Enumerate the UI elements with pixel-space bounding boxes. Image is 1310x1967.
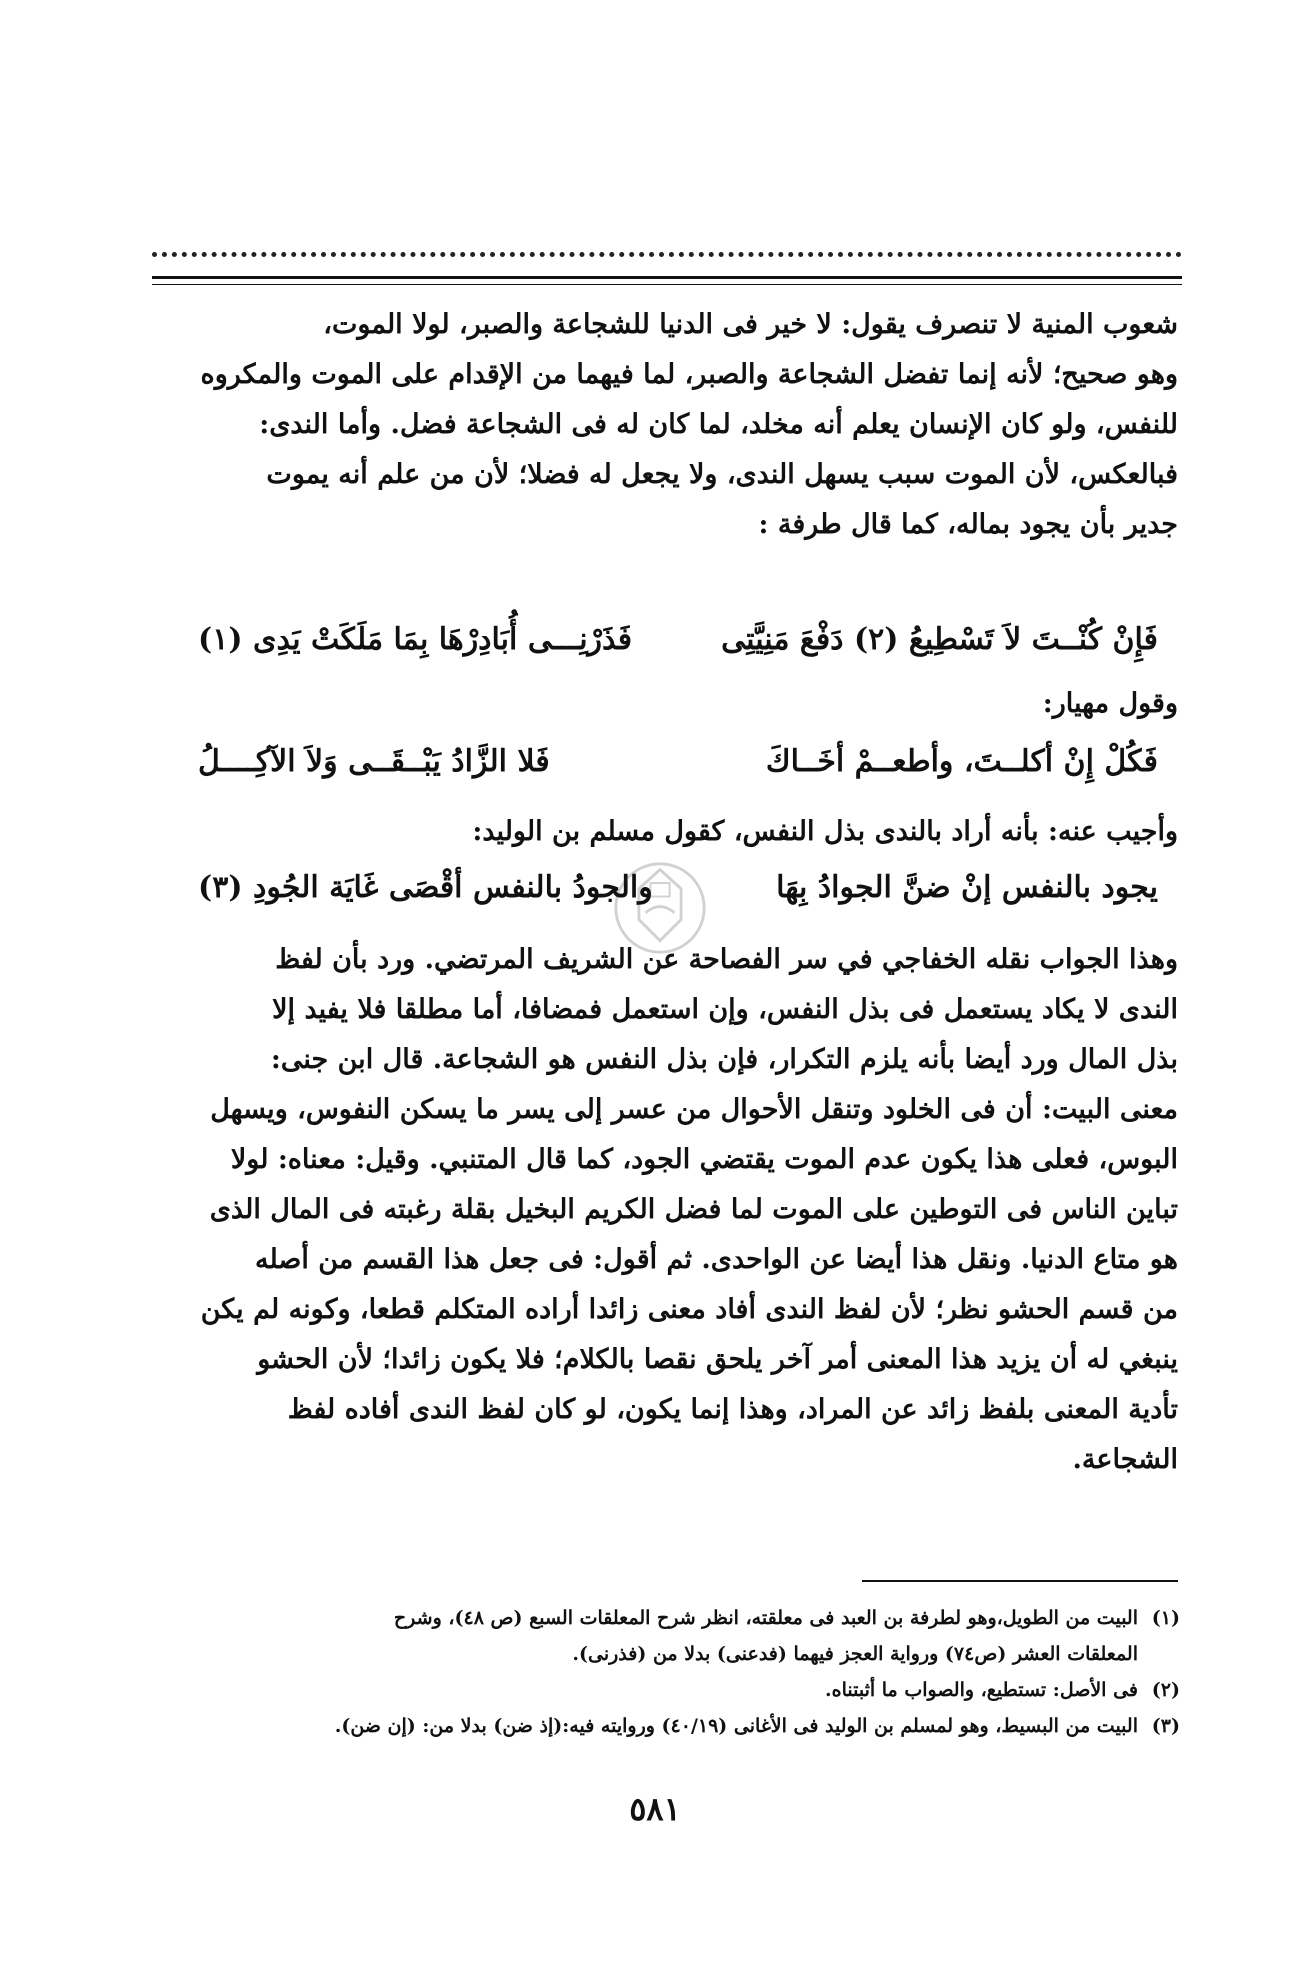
footnotes (158, 1600, 1180, 1744)
text-line: هو متاع الدنيا. ونقل هذا أيضا عن الواحدى. ثم أقول: فى جعل هذا القسم من أصله (255, 1244, 1178, 1275)
verse-second-hemistich: فَلا الزَّادُ يَبْــقَــى وَلاَ الآكِــــلُ (198, 744, 550, 779)
verse-second-hemistich: فَذَرْنِـــى أُبَادِرْهَا بِمَا مَلَكَتْ يَدِى (١) (198, 622, 633, 657)
footnote-text: فى الأصل: تستطيع، والصواب ما أثبتناه. (825, 1679, 1138, 1701)
page-number: ٥٨١ (629, 1790, 681, 1828)
footnote-text: البيت من الطويل،وهو لطرفة بن العبد فى معلقته، انظر شرح المعلقات السبع (ص ٤٨)، وشرح (393, 1607, 1138, 1629)
footnote (158, 1600, 1180, 1636)
verse-first-hemistich: فَإِنْ كُنْــتَ لاَ تَسْطِيعُ (٢) دَفْعَ مَنِيَّتِى (721, 622, 1158, 657)
header-rule-thick (152, 276, 1182, 279)
text-line: وهو صحيح؛ لأنه إنما تفضل الشجاعة والصبر، لما فيهما من الإقدام على الموت والمكروه (200, 359, 1178, 390)
footnote (158, 1708, 1180, 1744)
text-line: ينبغي له أن يزيد هذا المعنى أمر آخر يلحق نقصا بالكلام؛ فلا يكون زائدا؛ لأن الحشو (257, 1344, 1178, 1375)
verse-second-hemistich: والجودُ بالنفس أقْصَى غَايَة الجُودِ (٣) (198, 870, 653, 905)
paragraph-2 (158, 935, 1178, 1485)
footnote-text: المعلقات العشر (ص٧٤) ورواية العجز فيهما (فدعنى) بدلا من (فذرنى). (572, 1643, 1138, 1665)
verse-first-hemistich: فَكُلْ إِنْ أكلــتَ، وأطعــمْ أخَــاكَ (765, 744, 1158, 779)
footnote-text: البيت من البسيط، وهو لمسلم بن الوليد فى الأغانى (٤٠/١٩) وروايته فيه:(إذ ضن) بدلا من: (إن ضن). (334, 1715, 1138, 1737)
verse-intro-mihyar: وقول مهيار: (1042, 688, 1178, 719)
text-line: تباين الناس فى التوطين على الموت لما فضل الكريم البخيل بقلة رغبته فى المال الذى (209, 1194, 1178, 1225)
footnote-number: (٣) (1151, 1715, 1180, 1737)
text-line: للنفس، ولو كان الإنسان يعلم أنه مخلد، لما كان له فى الشجاعة فضل. وأما الندى: (259, 409, 1178, 440)
verse-intro-muslim: وأجيب عنه: بأنه أراد بالندى بذل النفس، كقول مسلم بن الوليد: (472, 816, 1178, 847)
verse-first-hemistich: يجود بالنفس إنْ ضنَّ الجوادُ بِهَا (776, 870, 1158, 905)
text-line: من قسم الحشو نظر؛ لأن لفظ الندى أفاد معنى زائدا أراده المتكلم قطعا، وكونه لم يكن (200, 1294, 1178, 1325)
paragraph-1 (158, 300, 1178, 550)
verse-tarafa (158, 610, 1178, 670)
text-line: بذل المال ورد أيضا بأنه يلزم التكرار، فإن بذل النفس هو الشجاعة. قال ابن جنى: (270, 1044, 1178, 1075)
text-line: البوس، فعلى هذا يكون عدم الموت يقتضي الجود، كما قال المتنبي. وقيل: معناه: لولا (230, 1144, 1178, 1175)
text-line: وهذا الجواب نقله الخفاجي في سر الفصاحة عن الشريف المرتضي. ورد بأن لفظ (275, 944, 1178, 975)
footnote (158, 1672, 1180, 1708)
text-line: معنى البيت: أن فى الخلود وتنقل الأحوال من عسر إلى يسر ما يسكن النفوس، ويسهل (210, 1094, 1178, 1125)
footnote-number: (١) (1151, 1607, 1180, 1629)
text-line: شعوب المنية لا تنصرف يقول: لا خير فى الدنيا للشجاعة والصبر، لولا الموت، (323, 309, 1178, 340)
text-line: الندى لا يكاد يستعمل فى بذل النفس، وإن استعمل فمضافا، أما مطلقا فلا يفيد إلا (272, 994, 1178, 1025)
text-line: فبالعكس، لأن الموت سبب يسهل الندى، ولا يجعل له فضلا؛ لأن من علم أنه يموت (266, 459, 1178, 490)
text-line: الشجاعة. (1072, 1444, 1178, 1475)
footnote-number: (٢) (1151, 1679, 1180, 1701)
footnote (158, 1636, 1180, 1672)
header-rule-thin (152, 284, 1182, 285)
footnote-separator (862, 1580, 1178, 1582)
text-line: جدير بأن يجود بماله، كما قال طرفة : (758, 509, 1178, 540)
header-dotted-rule (152, 252, 1182, 257)
text-line: تأدية المعنى بلفظ زائد عن المراد، وهذا إنما يكون، لو كان لفظ الندى أفاده لفظ (287, 1394, 1178, 1425)
verse-mihyar (158, 732, 1178, 792)
